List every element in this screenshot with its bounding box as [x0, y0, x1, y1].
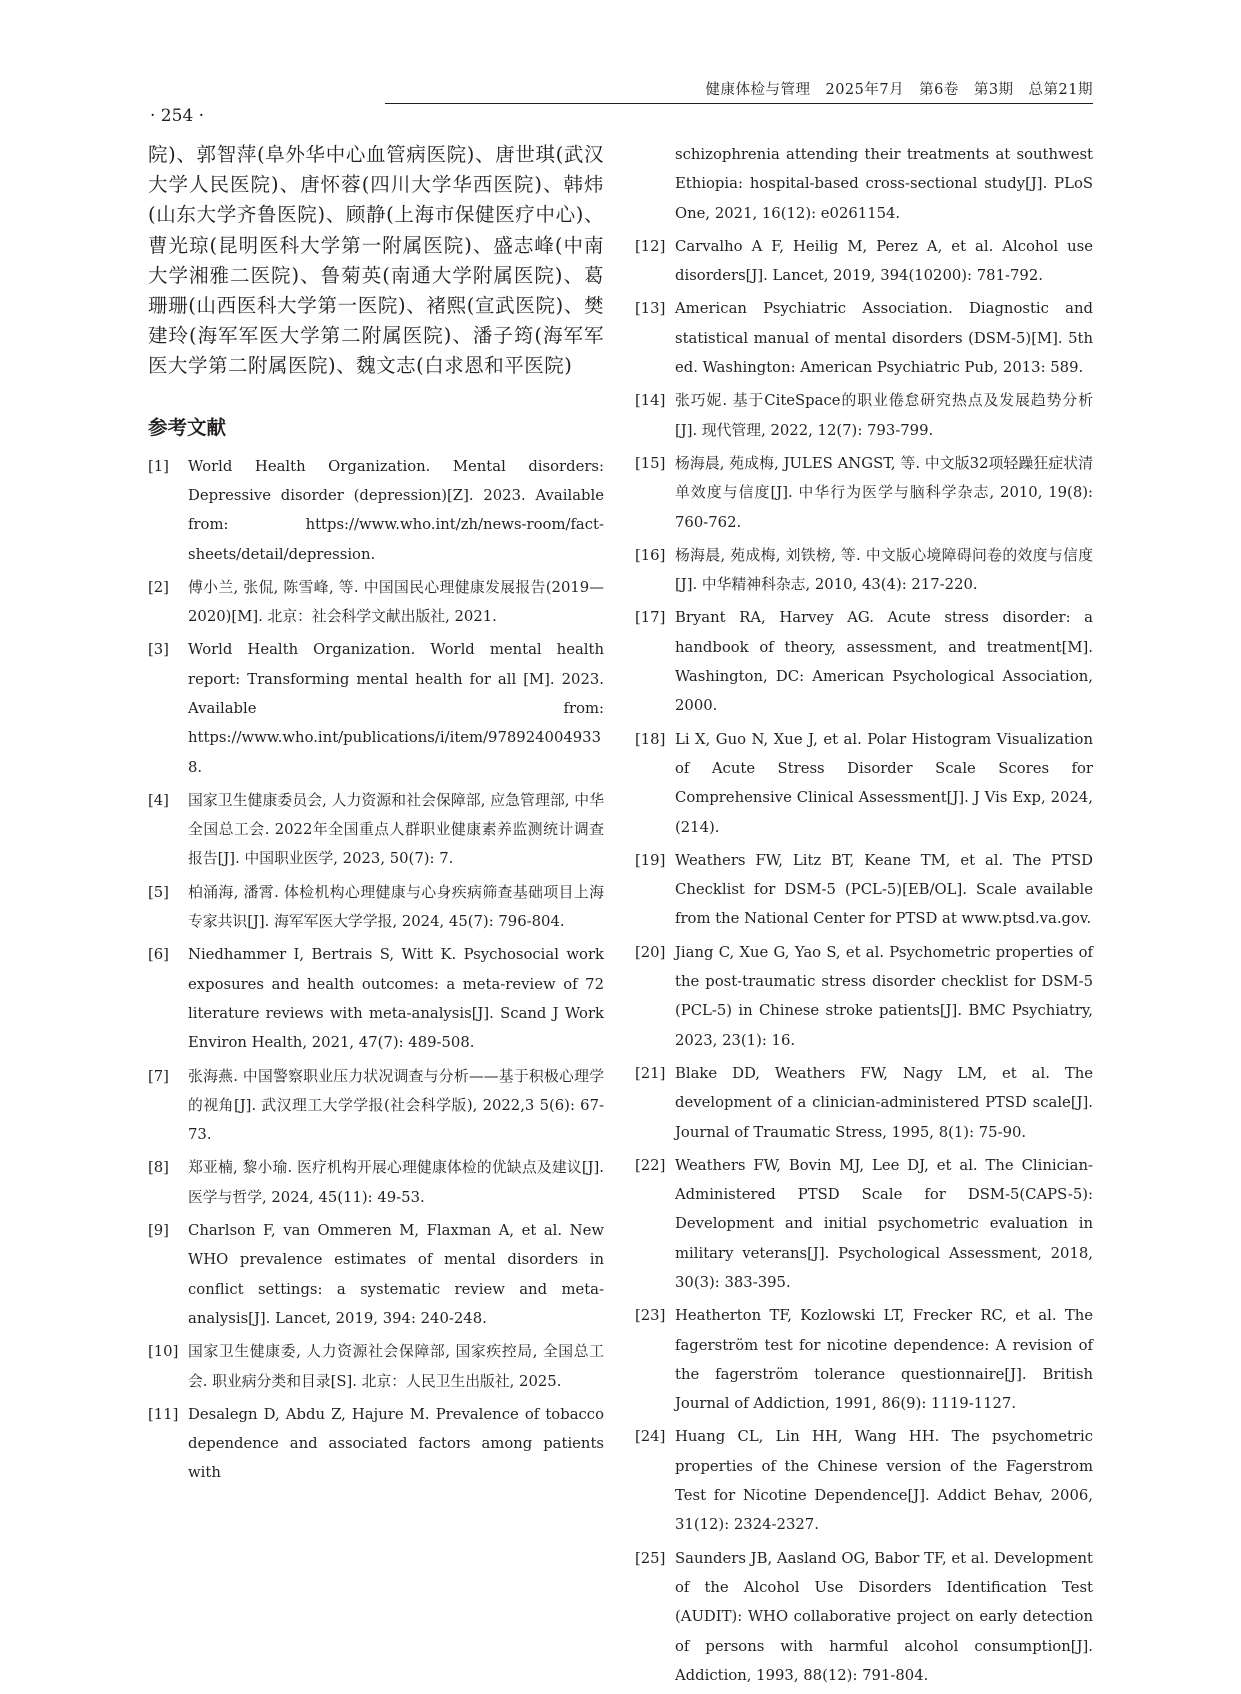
- reference-number: [18]: [635, 730, 666, 748]
- reference-item: [148, 878, 604, 937]
- reference-item: [635, 232, 1093, 291]
- reference-item: [148, 1337, 604, 1396]
- reference-number: [16]: [635, 546, 666, 564]
- reference-number: [24]: [635, 1428, 666, 1446]
- reference-text: Weathers FW, Litz BT, Keane TM, et al. The PTSD Checklist for DSM-5 (PCL-5)[EB/OL]. Scale available from the National Center for PTSD at www.ptsd.va.gov.: [675, 851, 1093, 928]
- reference-number: [4]: [148, 791, 169, 809]
- reference-text: Niedhammer I, Bertrais S, Witt K. Psychosocial work exposures and health outcomes: a meta-review of 72 literature reviews with meta-analysis[J]. Scand J Work Environ Health, 2021, 47(7): 489-508.: [188, 946, 604, 1052]
- reference-item: [635, 386, 1093, 445]
- reference-text: Li X, Guo N, Xue J, et al. Polar Histogram Visualization of Acute Stress Disorder Scale Scores for Comprehensive Clinical Assessment[J]. J Vis Exp, 2024, (214).: [675, 730, 1093, 836]
- reference-item: [635, 294, 1093, 382]
- reference-text: Blake DD, Weathers FW, Nagy LM, et al. The development of a clinician-administered PTSD scale[J]. Journal of Traumatic Stress, 1995, 8(1): 75-90.: [675, 1064, 1093, 1141]
- reference-number: [12]: [635, 237, 666, 255]
- reference-text: World Health Organization. World mental health report: Transforming mental health for all [M]. 2023. Available from: https://www.who.int/publications/i/item/9789240049338.: [188, 641, 604, 776]
- reference-text: 张巧妮. 基于CiteSpace的职业倦怠研究热点及发展趋势分析[J]. 现代管理, 2022, 12(7): 793-799.: [675, 392, 1093, 439]
- header-rule: [385, 103, 1093, 104]
- reference-text: 国家卫生健康委员会, 人力资源和社会保障部, 应急管理部, 中华全国总工会. 2022年全国重点人群职业健康素养监测统计调查报告[J]. 中国职业医学, 2023, 50(7): 7.: [188, 791, 604, 868]
- reference-item: [148, 1062, 604, 1150]
- reference-text: Huang CL, Lin HH, Wang HH. The psychometric properties of the Chinese version of the Fagerstrom Test for Nicotine Dependence[J]. Addict Behav, 2006, 31(12): 2324-2327.: [675, 1428, 1093, 1534]
- reference-number: [20]: [635, 943, 666, 961]
- reference-number: [7]: [148, 1067, 169, 1085]
- reference-item: [635, 603, 1093, 720]
- reference-text: 张海燕. 中国警察职业压力状况调查与分析——基于积极心理学的视角[J]. 武汉理工大学学报(社会科学版), 2022,3 5(6): 67-73.: [188, 1067, 604, 1144]
- reference-continuation: schizophrenia attending their treatments at southwest Ethiopia: hospital-based cross-sectional study[J]. PLoS One, 2021, 16(12): e0261154.: [675, 146, 1093, 222]
- reference-number: [25]: [635, 1549, 666, 1567]
- left-column: [148, 140, 604, 1492]
- reference-item: [148, 573, 604, 632]
- reference-text: Carvalho A F, Heilig M, Perez A, et al. Alcohol use disorders[J]. Lancet, 2019, 394(10200): 781-792.: [675, 237, 1093, 285]
- reference-number: [22]: [635, 1156, 666, 1174]
- reference-text: World Health Organization. Mental disorders: Depressive disorder (depression)[Z]. 2023. Available from: https://www.who.int/zh/news-room/fact-sheets/detail/depression.: [188, 457, 604, 563]
- reference-number: [15]: [635, 454, 666, 472]
- reference-list-right: [635, 232, 1093, 1690]
- reference-text: 杨海晨, 苑成梅, 刘铁榜, 等. 中文版心境障碍问卷的效度与信度[J]. 中华精神科杂志, 2010, 43(4): 217-220.: [675, 546, 1093, 594]
- reference-text: 国家卫生健康委, 人力资源社会保障部, 国家疾控局, 全国总工会. 职业病分类和目录[S]. 北京：人民卫生出版社, 2025.: [188, 1343, 604, 1390]
- reference-item: [148, 940, 604, 1057]
- reference-item: [635, 1422, 1093, 1539]
- reference-number: [5]: [148, 883, 169, 901]
- reference-item: [635, 938, 1093, 1055]
- reference-item: [148, 786, 604, 874]
- reference-item: [635, 725, 1093, 842]
- reference-text: 杨海晨, 苑成梅, JULES ANGST, 等. 中文版32项轻躁狂症状清单效度与信度[J]. 中华行为医学与脑科学杂志, 2010, 19(8): 760-762.: [675, 454, 1093, 531]
- reference-number: [23]: [635, 1307, 666, 1325]
- reference-item: [148, 1400, 604, 1488]
- reference-text: Weathers FW, Bovin MJ, Lee DJ, et al. The Clinician-Administered PTSD Scale for DSM-5(CAPS-5): Development and initial psychometric evaluation in military veterans[J]. Psychological Assessment, 2018, 30(3): 383-395.: [675, 1156, 1093, 1291]
- reference-text: Heatherton TF, Kozlowski LT, Frecker RC, et al. The fagerström test for nicotine dependence: A revision of the fagerström tolerance questionnaire[J]. British Journal of Addiction, 1991, 86(9): 1119-1127.: [675, 1307, 1093, 1413]
- reference-item: [635, 846, 1093, 934]
- reference-number: [1]: [148, 457, 169, 475]
- reference-item: [635, 1301, 1093, 1418]
- reference-text: Saunders JB, Aasland OG, Babor TF, et al. Development of the Alcohol Use Disorders Identification Test (AUDIT): WHO collaborative project on early detection of persons with harmful alcohol consumption[J]. Addiction, 1993, 88(12): 791-804.: [675, 1549, 1093, 1684]
- reference-number: [17]: [635, 609, 666, 627]
- reference-item: [148, 635, 604, 781]
- running-header: 健康体检与管理 2025年7月 第6卷 第3期 总第21期: [705, 82, 1093, 98]
- reference-text: American Psychiatric Association. Diagnostic and statistical manual of mental disorders (DSM-5)[M]. 5th ed. Washington: American Psychiatric Pub, 2013: 589.: [675, 300, 1093, 377]
- reference-number: [11]: [148, 1405, 179, 1423]
- reference-item: [148, 1153, 604, 1212]
- reference-number: [10]: [148, 1343, 179, 1361]
- reference-number: [13]: [635, 300, 666, 318]
- reference-item: [635, 1151, 1093, 1297]
- reference-text: 郑亚楠, 黎小瑜. 医疗机构开展心理健康体检的优缺点及建议[J]. 医学与哲学, 2024, 45(11): 49-53.: [188, 1159, 604, 1206]
- reference-item: [635, 1059, 1093, 1147]
- reference-text: Jiang C, Xue G, Yao S, et al. Psychometric properties of the post-traumatic stress disorder checklist for DSM-5 (PCL-5) in Chinese stroke patients[J]. BMC Psychiatry, 2023, 23(1): 16.: [675, 943, 1093, 1049]
- right-column: [635, 140, 1093, 1694]
- reference-number: [14]: [635, 392, 666, 410]
- reference-text: Charlson F, van Ommeren M, Flaxman A, et al. New WHO prevalence estimates of mental disorders in conflict settings: a systematic review and meta-analysis[J]. Lancet, 2019, 394: 240-248.: [188, 1222, 604, 1327]
- reference-text: Bryant RA, Harvey AG. Acute stress disorder: a handbook of theory, assessment, and treatment[M]. Washington, DC: American Psychological Association, 2000.: [675, 609, 1093, 715]
- reference-number: [8]: [148, 1159, 169, 1177]
- reference-item: [635, 449, 1093, 537]
- reference-number: [19]: [635, 851, 666, 869]
- reference-item: [635, 1544, 1093, 1690]
- reference-item: [148, 452, 604, 569]
- reference-text: 柏涌海, 潘霄. 体检机构心理健康与心身疾病筛查基础项目上海专家共识[J]. 海军军医大学学报, 2024, 45(7): 796-804.: [188, 883, 604, 931]
- references-heading: 参考文献: [148, 415, 227, 439]
- page-number: · 254 ·: [150, 106, 205, 126]
- reference-item: [148, 1216, 604, 1333]
- author-affiliations: 院)、郭智萍(阜外华中心血管病医院)、唐世琪(武汉大学人民医院)、唐怀蓉(四川大学华西医院)、韩炜(山东大学齐鲁医院)、顾静(上海市保健医疗中心)、曹光琼(昆明医科大学第一附属医院)、盛志峰(中南大学湘雅二医院)、鲁菊英(南通大学附属医院)、葛珊珊(山西医科大学第一医院)、褚熙(宣武医院)、樊建玲(海军军医大学第二附属医院)、潘子筠(海军军医大学第二附属医院)、魏文志(白求恩和平医院): [148, 143, 604, 378]
- reference-number: [21]: [635, 1064, 666, 1082]
- reference-list-left: [148, 452, 604, 1488]
- reference-number: [3]: [148, 641, 169, 659]
- reference-number: [2]: [148, 578, 169, 596]
- reference-item: [635, 541, 1093, 600]
- reference-number: [9]: [148, 1222, 169, 1240]
- reference-text: Desalegn D, Abdu Z, Hajure M. Prevalence of tobacco dependence and associated factors among patients with: [188, 1405, 604, 1482]
- reference-number: [6]: [148, 946, 169, 964]
- reference-text: 傅小兰, 张侃, 陈雪峰, 等. 中国国民心理健康发展报告(2019—2020)[M]. 北京：社会科学文献出版社, 2021.: [188, 578, 604, 626]
